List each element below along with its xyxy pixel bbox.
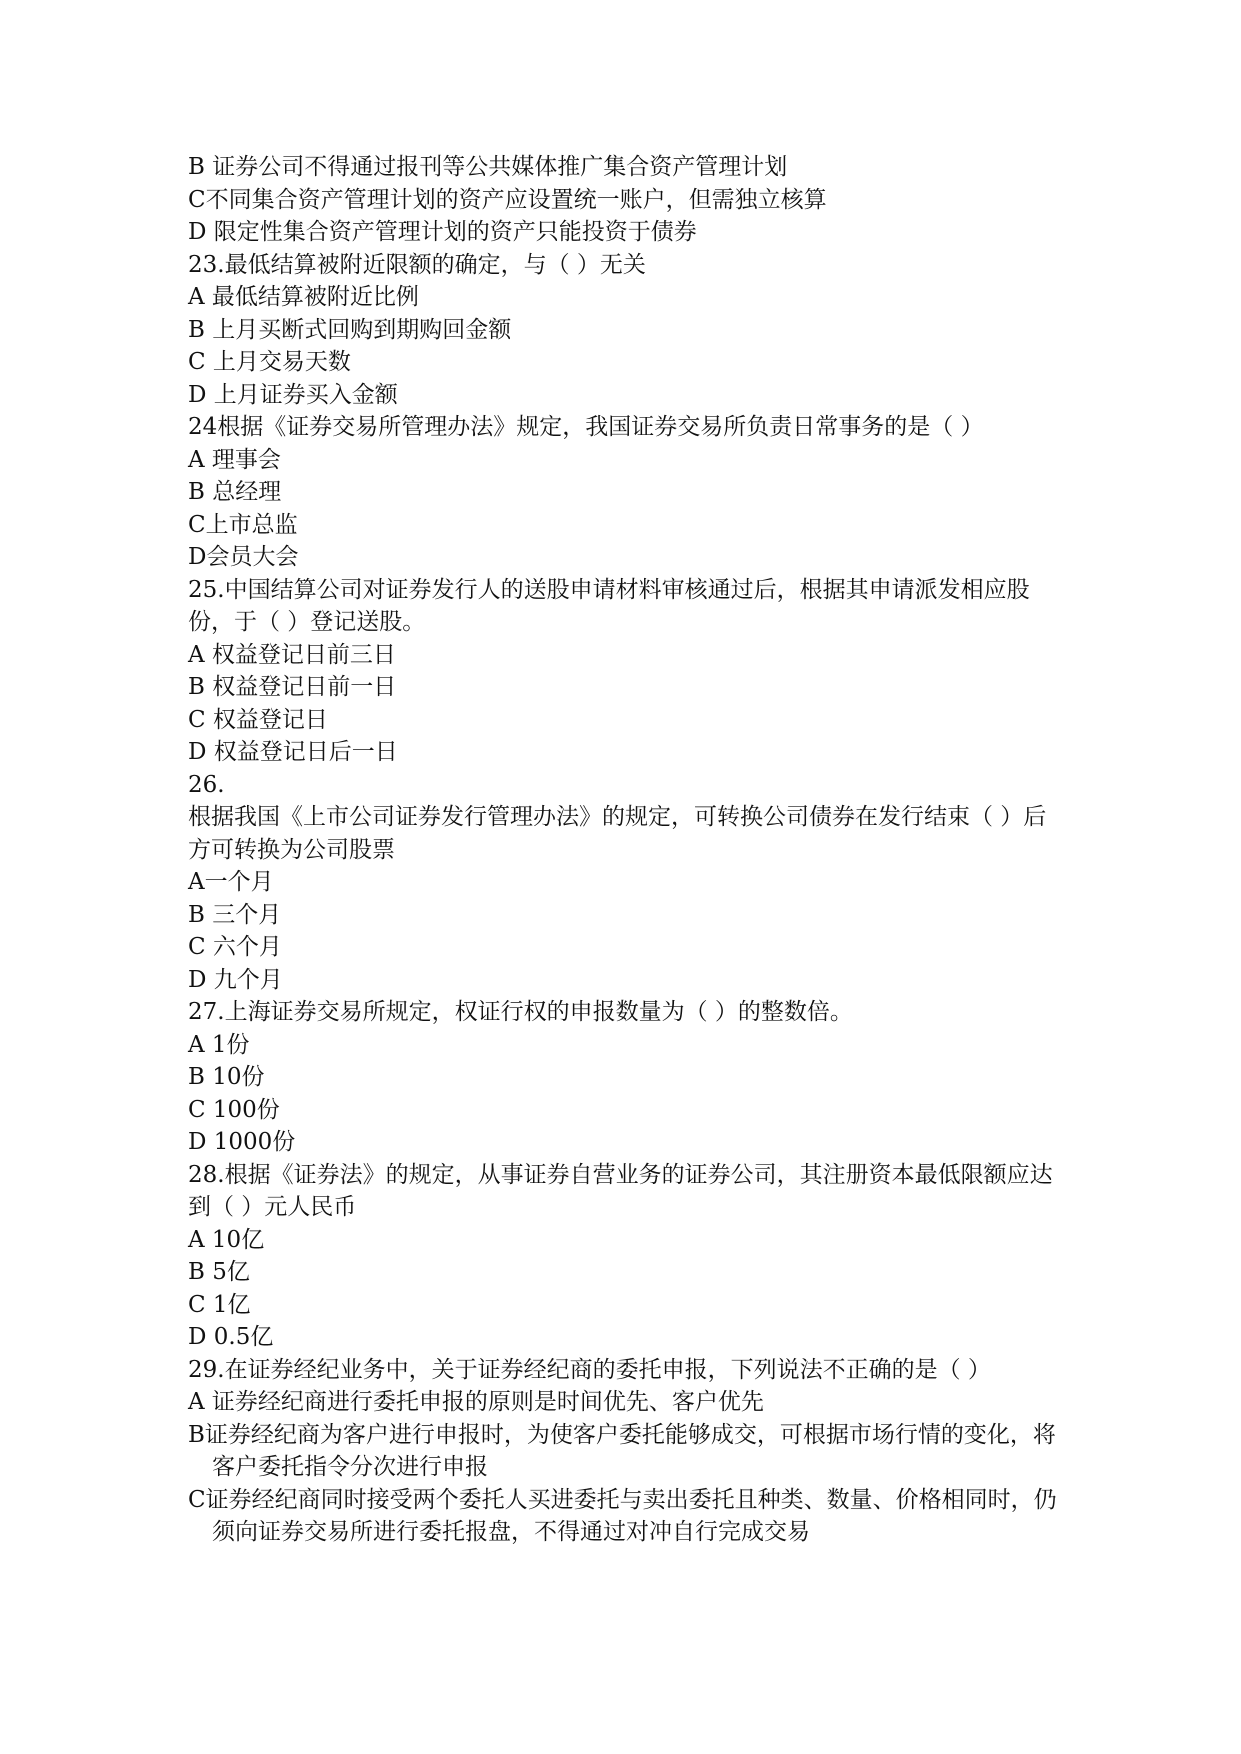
q23-question: 23.最低结算被附近限额的确定，与（ ）无关 bbox=[188, 251, 646, 278]
q22-option-c: C不同集合资产管理计划的资产应设置统一账户，但需独立核算 bbox=[188, 186, 827, 213]
q29-question: 29.在证券经纪业务中，关于证券经纪商的委托申报，下列说法不正确的是（ ） bbox=[188, 1356, 991, 1383]
q29-option-c: C证券经纪商同时接受两个委托人买进委托与卖出委托且种类、数量、价格相同时，仍须向证券交易所进行委托报盘，不得通过对冲自行完成交易 bbox=[188, 1486, 1057, 1545]
q24-option-a: A 理事会 bbox=[188, 446, 281, 473]
q24-option-b: B 总经理 bbox=[188, 479, 282, 505]
q23-option-a: A 最低结算被附近比例 bbox=[188, 284, 419, 310]
q27-question: 27.上海证券交易所规定，权证行权的申报数量为（ ）的整数倍。 bbox=[188, 999, 853, 1025]
q27-option-b: B 10份 bbox=[188, 1064, 265, 1090]
q28-option-b: B 5亿 bbox=[188, 1259, 250, 1285]
q24-option-d: D会员大会 bbox=[188, 544, 299, 570]
q29-option-b: B证券经纪商为客户进行申报时，为使客户委托能够成交，可根据市场行情的变化，将客户委托指令分次进行申报 bbox=[188, 1421, 1056, 1480]
q26-question: 根据我国《上市公司证券发行管理办法》的规定，可转换公司债券在发行结束（ ）后方可转换为公司股票 bbox=[188, 804, 1047, 863]
q24-option-c: C上市总监 bbox=[188, 511, 298, 538]
q23-option-d: D 上月证券买入金额 bbox=[188, 381, 398, 408]
q28-question: 28.根据《证券法》的规定，从事证券自营业务的证券公司，其注册资本最低限额应达到（ ）元人民币 bbox=[188, 1161, 1053, 1220]
q26-number: 26. bbox=[188, 771, 225, 798]
q25-question: 25.中国结算公司对证券发行人的送股申请材料审核通过后，根据其申请派发相应股份，于（ ）登记送股。 bbox=[188, 576, 1030, 635]
q22-option-b: B 证券公司不得通过报刊等公共媒体推广集合资产管理计划 bbox=[188, 154, 788, 180]
q27-option-a: A 1份 bbox=[188, 1031, 250, 1058]
q25-option-c: C 权益登记日 bbox=[188, 706, 328, 733]
q26-option-c: C 六个月 bbox=[188, 934, 282, 960]
q24-question: 24根据《证券交易所管理办法》规定，我国证券交易所负责日常事务的是（ ） bbox=[188, 414, 984, 440]
q25-option-a: A 权益登记日前三日 bbox=[188, 641, 396, 668]
q28-option-c: C 1亿 bbox=[188, 1291, 251, 1318]
q26-option-d: D 九个月 bbox=[188, 966, 283, 993]
q28-option-a: A 10亿 bbox=[188, 1226, 265, 1253]
q28-option-d: D 0.5亿 bbox=[188, 1324, 274, 1350]
q26-option-a: A一个月 bbox=[188, 869, 274, 895]
q25-option-d: D 权益登记日后一日 bbox=[188, 739, 398, 765]
q23-option-c: C 上月交易天数 bbox=[188, 349, 351, 375]
q22-option-d: D 限定性集合资产管理计划的资产只能投资于债券 bbox=[188, 219, 697, 245]
q29-option-a: A 证券经纪商进行委托申报的原则是时间优先、客户优先 bbox=[188, 1389, 764, 1415]
q26-option-b: B 三个月 bbox=[188, 901, 282, 928]
q23-option-b: B 上月买断式回购到期购回金额 bbox=[188, 316, 512, 343]
q27-option-c: C 100份 bbox=[188, 1096, 280, 1123]
document-body bbox=[188, 151, 1068, 1549]
q27-option-d: D 1000份 bbox=[188, 1129, 296, 1155]
q25-option-b: B 权益登记日前一日 bbox=[188, 674, 397, 700]
